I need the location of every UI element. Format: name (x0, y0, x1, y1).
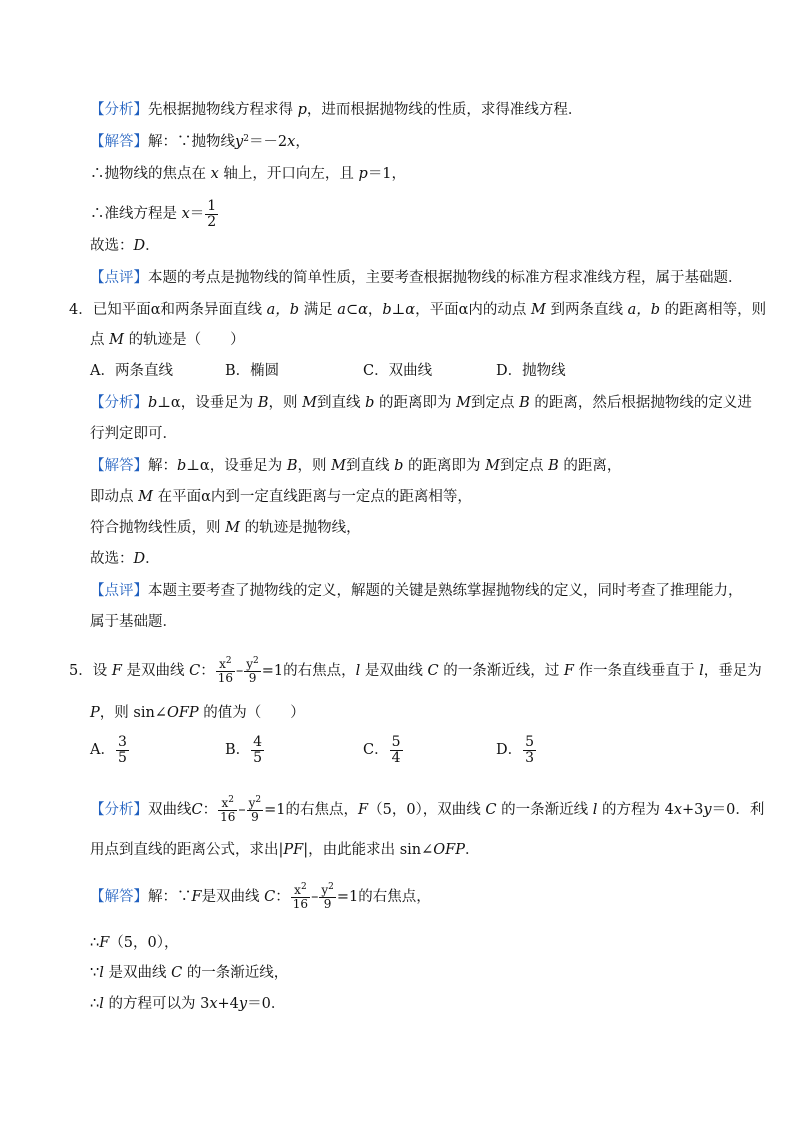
fraction-one-half: $\frac{1}{2}$ (207, 197, 217, 230)
option-a: A． $\frac{3}{5}$ (90, 733, 127, 766)
q4-comment-line: 【点评】本题主要考查了抛物线的定义，解题的关键是熟练掌握抛物线的定义，同时考查了推理能力， (90, 583, 743, 599)
analysis-tag: 【分析】 (90, 395, 148, 411)
q5-answer-line-2: ∴F（5，0）， (90, 935, 179, 951)
analysis-tag: 【分析】 (90, 102, 148, 118)
q3-analysis-line: 【分析】先根据抛物线方程求得 p，进而根据抛物线的性质，求得准线方程． (90, 102, 583, 118)
q5-stem-line: 5．设 F 是双曲线 C： $\frac{x^2}{16}$ – $\frac{y^2}{9}$ =1的右焦点，l 是双曲线 C 的一条渐近线，过 F 作一条直线垂直于 l，垂足为 (69, 655, 762, 685)
q5-stem-line-2: P，则 sin∠OFP 的值为（ ） (90, 705, 305, 721)
option-b: B． $\frac{4}{5}$ (225, 733, 263, 766)
q4-answer-line: 【解答】解：b⊥α，设垂足为 B，则 M到直线 b 的距离即为 M到定点 B 的距离， (90, 458, 622, 474)
q5-answer-line: 【解答】解：∵F是双曲线 C： $\frac{x^2}{16}$ – $\frac{y^2}{9}$ =1的右焦点， (90, 881, 431, 911)
question-number: 4． (69, 302, 93, 318)
answer-tag: 【解答】 (90, 458, 148, 474)
q5-answer-line-3: ∵l 是双曲线 C 的一条渐近线， (90, 965, 289, 981)
option-a: A．两条直线 (90, 363, 173, 379)
option-c: C． $\frac{5}{4}$ (363, 733, 401, 766)
q4-stem-line: 4．已知平面α和两条异面直线 a，b 满足 a⊂α，b⊥α，平面α内的动点 M 到两条直线 a，b 的距离相等，则 (69, 302, 767, 318)
comment-tag: 【点评】 (90, 583, 148, 599)
q5-analysis-line: 【分析】双曲线C： $\frac{x^2}{16}$ – $\frac{y^2}{9}$ =1的右焦点，F（5，0），双曲线 C 的一条渐近线 l 的方程为 4x+3y＝0．利 (90, 794, 765, 824)
q3-answer-line: 【解答】解：∵抛物线$y^2=-2x$， (90, 134, 310, 150)
analysis-tag: 【分析】 (90, 802, 148, 818)
option-b: B．椭圆 (225, 363, 280, 379)
q4-comment-line-2: 属于基础题． (90, 614, 177, 630)
q3-choice-line: 故选：D． (90, 238, 160, 254)
q3-focus-line: ∴抛物线的焦点在 x 轴上，开口向左，且 p＝1， (90, 166, 407, 182)
question-number: 5． (69, 663, 93, 679)
q5-options (90, 730, 690, 770)
q4-answer-line-3: 符合抛物线性质，则 M 的轨迹是抛物线， (90, 520, 361, 536)
comment-tag: 【点评】 (90, 270, 148, 286)
q5-answer-line-4: ∴l 的方程可以为 3x+4y＝0． (90, 996, 286, 1012)
q5-analysis-line-2: 用点到直线的距离公式，求出|PF|，由此能求出 sin∠OFP． (90, 842, 480, 858)
q3-comment-line: 【点评】本题的考点是抛物线的简单性质，主要考查根据抛物线的标准方程求准线方程，属于基础题． (90, 270, 743, 286)
q3-directrix-line: ∴准线方程是 x＝ $\frac{1}{2}$ (90, 197, 217, 230)
answer-tag: 【解答】 (90, 889, 148, 905)
q4-answer-line-2: 即动点 M 在平面α内到一定直线距离与一定点的距离相等， (90, 489, 472, 505)
option-c: C．双曲线 (363, 363, 433, 379)
q4-choice-line: 故选：D． (90, 551, 160, 567)
option-d: D． $\frac{5}{3}$ (496, 733, 535, 766)
option-d: D．抛物线 (496, 363, 566, 379)
fraction-y2-over-9: $\frac{y^2}{9}$ (246, 655, 259, 685)
q4-analysis-line-2: 行判定即可． (90, 426, 177, 442)
q4-analysis-line: 【分析】b⊥α，设垂足为 B，则 M到直线 b 的距离即为 M到定点 B 的距离，然后根据抛物线的定义进 (90, 395, 752, 411)
fraction-x2-over-16: $\frac{x^2}{16}$ (217, 655, 234, 685)
q4-stem-line-2: 点 M 的轨迹是（ ） (90, 332, 245, 348)
answer-tag: 【解答】 (90, 134, 148, 150)
